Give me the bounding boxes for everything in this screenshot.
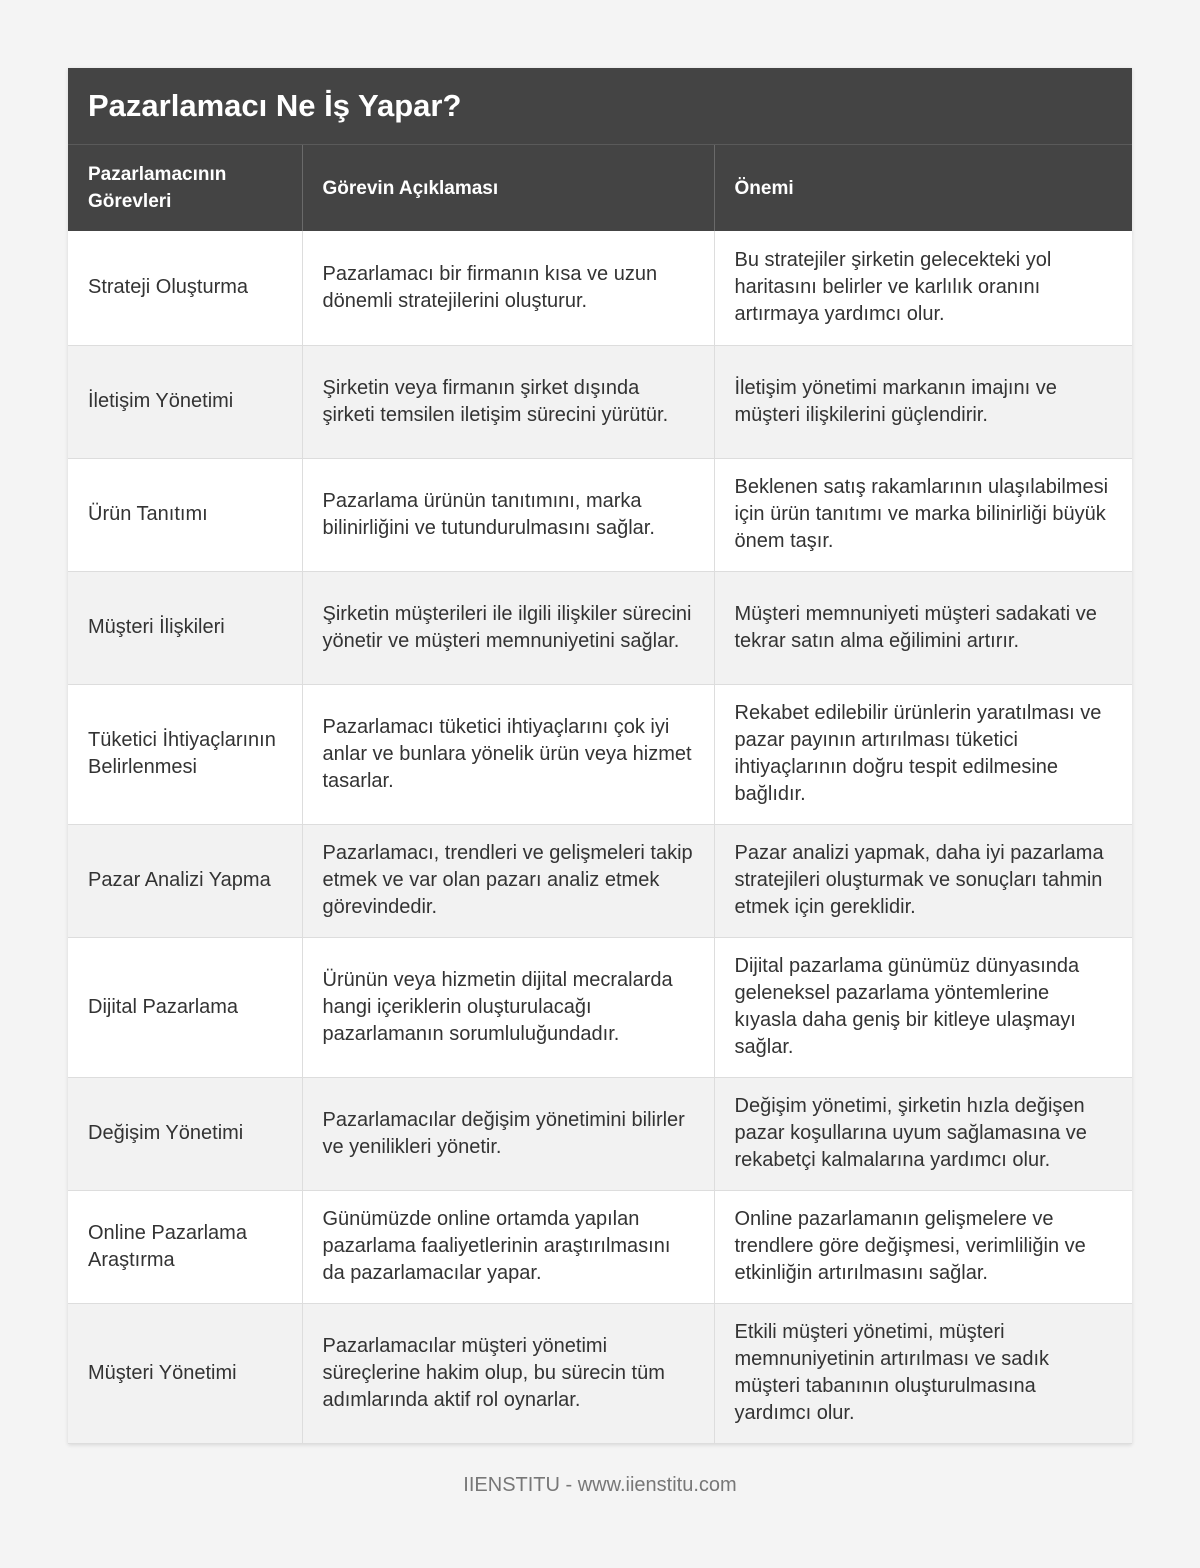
description-cell: Pazarlamacılar müşteri yönetimi süreçlerine hakim olup, bu sürecin tüm adımlarında aktif rol oynarlar. [302, 1303, 714, 1443]
table-header-row [68, 145, 1132, 231]
importance-cell: Beklenen satış rakamlarının ulaşılabilmesi için ürün tanıtımı ve marka bilinirliği büyük önem taşır. [714, 458, 1132, 571]
task-cell: Tüketici İhtiyaçlarının Belirlenmesi [68, 684, 302, 824]
page-title: Pazarlamacı Ne İş Yapar? [68, 68, 1132, 145]
task-cell: Strateji Oluşturma [68, 231, 302, 345]
task-cell: Ürün Tanıtımı [68, 458, 302, 571]
table-row [68, 1303, 1132, 1443]
description-cell: Şirketin müşterileri ile ilgili ilişkiler sürecini yönetir ve müşteri memnuniyetini sağlar. [302, 571, 714, 684]
description-cell: Ürünün veya hizmetin dijital mecralarda hangi içeriklerin oluşturulacağı pazarlamanın sorumluluğundadır. [302, 937, 714, 1077]
importance-cell: Müşteri memnuniyeti müşteri sadakati ve tekrar satın alma eğilimini artırır. [714, 571, 1132, 684]
description-cell: Şirketin veya firmanın şirket dışında şirketi temsilen iletişim sürecini yürütür. [302, 345, 714, 458]
footer-credit: IIENSTITU - www.iienstitu.com [463, 1474, 737, 1496]
task-cell: Müşteri İlişkileri [68, 571, 302, 684]
table-card [68, 68, 1132, 1444]
table-row [68, 684, 1132, 824]
table-row [68, 458, 1132, 571]
table-row [68, 824, 1132, 937]
description-cell: Pazarlamacı bir firmanın kısa ve uzun dönemli stratejilerini oluşturur. [302, 231, 714, 345]
importance-cell: Değişim yönetimi, şirketin hızla değişen pazar koşullarına uyum sağlamasına ve rekabetçi kalmalarına yardımcı olur. [714, 1077, 1132, 1190]
task-cell: Değişim Yönetimi [68, 1077, 302, 1190]
table-row [68, 1077, 1132, 1190]
importance-cell: Rekabet edilebilir ürünlerin yaratılması ve pazar payının artırılması tüketici ihtiyaçlarının doğru tespit edilmesine bağlıdır. [714, 684, 1132, 824]
task-cell: Online Pazarlama Araştırma [68, 1190, 302, 1303]
importance-cell: Online pazarlamanın gelişmelere ve trendlere göre değişmesi, verimliliğin ve etkinliğin artırılmasını sağlar. [714, 1190, 1132, 1303]
importance-cell: Etkili müşteri yönetimi, müşteri memnuniyetinin artırılması ve sadık müşteri tabanının oluşturulmasına yardımcı olur. [714, 1303, 1132, 1443]
description-cell: Pazarlama ürünün tanıtımını, marka bilinirliğini ve tutundurulmasını sağlar. [302, 458, 714, 571]
description-cell: Pazarlamacı tüketici ihtiyaçlarını çok iyi anlar ve bunlara yönelik ürün veya hizmet tasarlar. [302, 684, 714, 824]
task-cell: Pazar Analizi Yapma [68, 824, 302, 937]
description-cell: Günümüzde online ortamda yapılan pazarlama faaliyetlerinin araştırılmasını da pazarlamacılar yapar. [302, 1190, 714, 1303]
task-cell: Müşteri Yönetimi [68, 1303, 302, 1443]
task-cell: İletişim Yönetimi [68, 345, 302, 458]
importance-cell: Dijital pazarlama günümüz dünyasında geleneksel pazarlama yöntemlerine kıyasla daha geniş bir kitleye ulaşmayı sağlar. [714, 937, 1132, 1077]
description-cell: Pazarlamacı, trendleri ve gelişmeleri takip etmek ve var olan pazarı analiz etmek görevindedir. [302, 824, 714, 937]
column-header-tasks: Pazarlamacının Görevleri [68, 145, 302, 231]
task-cell: Dijital Pazarlama [68, 937, 302, 1077]
column-header-importance: Önemi [734, 177, 794, 199]
table-row [68, 571, 1132, 684]
table-row [68, 345, 1132, 458]
table-row [68, 1190, 1132, 1303]
table-row [68, 937, 1132, 1077]
importance-cell: Pazar analizi yapmak, daha iyi pazarlama stratejileri oluşturmak ve sonuçları tahmin etmek için gereklidir. [714, 824, 1132, 937]
column-header-description: Görevin Açıklaması [302, 145, 714, 231]
table-row [68, 231, 1132, 345]
tasks-table [68, 145, 1132, 1444]
importance-cell: Bu stratejiler şirketin gelecekteki yol haritasını belirler ve karlılık oranını artırmaya yardımcı olur. [714, 231, 1132, 345]
importance-cell: İletişim yönetimi markanın imajını ve müşteri ilişkilerini güçlendirir. [714, 345, 1132, 458]
description-cell: Pazarlamacılar değişim yönetimini bilirler ve yenilikleri yönetir. [302, 1077, 714, 1190]
